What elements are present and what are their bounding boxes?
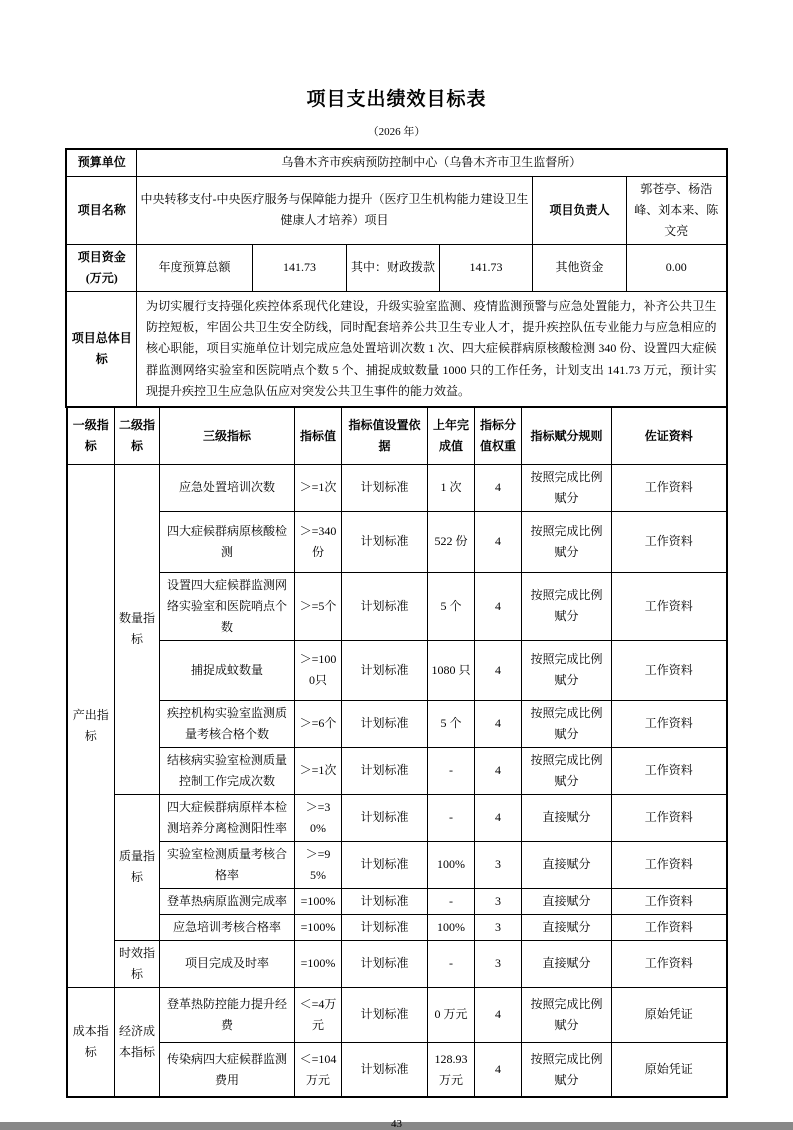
indicator-row xyxy=(67,987,727,1042)
other-funds-label: 其他资金 xyxy=(532,244,626,291)
indicator-row xyxy=(67,1042,727,1097)
indicator-name-cell: 应急处置培训次数 xyxy=(160,464,295,511)
basis-cell: 计划标准 xyxy=(342,794,428,841)
annual-budget-value: 141.73 xyxy=(252,244,346,291)
rule-cell: 直接赋分 xyxy=(522,940,612,987)
budget-unit-value: 乌鲁木齐市疾病预防控制中心（乌鲁木齐市卫生监督所） xyxy=(136,149,726,176)
weight-cell: 4 xyxy=(475,700,522,747)
target-value-cell: ＜=104万元 xyxy=(295,1042,342,1097)
weight-cell: 3 xyxy=(475,841,522,888)
target-value-cell: ＞=5个 xyxy=(295,572,342,640)
level2-cell: 数量指标 xyxy=(115,464,160,794)
target-value-cell: =100% xyxy=(295,940,342,987)
indicator-row xyxy=(67,940,727,987)
basis-cell: 计划标准 xyxy=(342,464,428,511)
weight-cell: 4 xyxy=(475,640,522,700)
indicator-name-cell: 疾控机构实验室监测质量考核合格个数 xyxy=(160,700,295,747)
level1-cell: 成本指标 xyxy=(67,987,115,1097)
rule-cell: 按照完成比例赋分 xyxy=(522,987,612,1042)
basis-cell: 计划标准 xyxy=(342,914,428,940)
indicator-name-cell: 应急培训考核合格率 xyxy=(160,914,295,940)
level2-cell: 经济成本指标 xyxy=(115,987,160,1097)
page-title: 项目支出绩效目标表 xyxy=(306,89,487,110)
page-subtitle: （2026 年） xyxy=(367,126,426,138)
evidence-cell: 工作资料 xyxy=(612,914,727,940)
indicator-row xyxy=(67,700,727,747)
project-name-label: 项目名称 xyxy=(66,176,136,244)
basis-cell: 计划标准 xyxy=(342,841,428,888)
rule-cell: 按照完成比例赋分 xyxy=(522,464,612,511)
budget-unit-row xyxy=(66,149,726,176)
level2-cell: 时效指标 xyxy=(115,940,160,987)
weight-cell: 4 xyxy=(475,464,522,511)
evidence-cell: 工作资料 xyxy=(612,464,727,511)
indicator-row xyxy=(67,841,727,888)
col-header-target: 指标值 xyxy=(295,407,342,464)
weight-cell: 3 xyxy=(475,888,522,914)
page-number: 43 xyxy=(391,1118,402,1130)
weight-cell: 4 xyxy=(475,572,522,640)
indicator-name-cell: 结核病实验室检测质量控制工作完成次数 xyxy=(160,747,295,794)
rule-cell: 直接赋分 xyxy=(522,794,612,841)
target-value-cell: ＞=1次 xyxy=(295,464,342,511)
rule-cell: 直接赋分 xyxy=(522,888,612,914)
last-year-cell: 5 个 xyxy=(428,572,475,640)
evidence-cell: 工作资料 xyxy=(612,511,727,572)
indicator-row xyxy=(67,914,727,940)
target-value-cell: ＞=95% xyxy=(295,841,342,888)
basis-cell: 计划标准 xyxy=(342,640,428,700)
indicator-name-cell: 设置四大症候群监测网络实验室和医院哨点个数 xyxy=(160,572,295,640)
weight-cell: 4 xyxy=(475,747,522,794)
annual-budget-label: 年度预算总额 xyxy=(136,244,252,291)
project-funds-row xyxy=(66,244,726,291)
fiscal-allocation-label: 其中：财政拨款 xyxy=(346,244,439,291)
evidence-cell: 原始凭证 xyxy=(612,1042,727,1097)
weight-cell: 4 xyxy=(475,1042,522,1097)
last-year-cell: - xyxy=(428,747,475,794)
last-year-cell: 5 个 xyxy=(428,700,475,747)
target-value-cell: =100% xyxy=(295,914,342,940)
indicator-table xyxy=(66,406,728,1098)
indicator-name-cell: 四大症候群病原核酸检测 xyxy=(160,511,295,572)
level1-cell: 产出指标 xyxy=(67,464,115,987)
basis-cell: 计划标准 xyxy=(342,888,428,914)
basis-cell: 计划标准 xyxy=(342,940,428,987)
last-year-cell: 100% xyxy=(428,914,475,940)
col-header-basis: 指标值设置依据 xyxy=(342,407,428,464)
indicator-row xyxy=(67,511,727,572)
target-value-cell: ＞=340份 xyxy=(295,511,342,572)
rule-cell: 按照完成比例赋分 xyxy=(522,700,612,747)
target-value-cell: ＞=1000只 xyxy=(295,640,342,700)
last-year-cell: 100% xyxy=(428,841,475,888)
rule-cell: 按照完成比例赋分 xyxy=(522,747,612,794)
basis-cell: 计划标准 xyxy=(342,1042,428,1097)
budget-unit-label: 预算单位 xyxy=(66,149,136,176)
evidence-cell: 工作资料 xyxy=(612,747,727,794)
target-value-cell: ＜=4万元 xyxy=(295,987,342,1042)
col-header-evidence: 佐证资料 xyxy=(612,407,727,464)
evidence-cell: 工作资料 xyxy=(612,940,727,987)
evidence-cell: 工作资料 xyxy=(612,794,727,841)
evidence-cell: 工作资料 xyxy=(612,841,727,888)
last-year-cell: 128.93 万元 xyxy=(428,1042,475,1097)
rule-cell: 按照完成比例赋分 xyxy=(522,572,612,640)
evidence-cell: 原始凭证 xyxy=(612,987,727,1042)
other-funds-value: 0.00 xyxy=(626,244,726,291)
last-year-cell: 1 次 xyxy=(428,464,475,511)
overall-goal-text: 为切实履行支持强化疾控体系现代化建设，升级实验室监测、疫情监测预警与应急处置能力，补齐公共卫生防控短板，牢固公共卫生安全防线，同时配套培养公共卫生专业人才，提升疾控队伍专业能力与应急相应的核心职能，项目实施单位计划完成应急处置培训次数 1 次、四大症候群病原核酸检测 340 份、设置四大症候群监测网络实验室和医院哨点个数 5 个、捕捉成蚊数量 1000 只的工作任务，计划支出 141.73 万元，预计实现提升疾控卫生应急队伍应对突发公共卫生事件的能力效益。 xyxy=(136,291,726,407)
col-header-level3: 三级指标 xyxy=(160,407,295,464)
evidence-cell: 工作资料 xyxy=(612,572,727,640)
basis-cell: 计划标准 xyxy=(342,700,428,747)
overall-goal-row xyxy=(66,291,726,407)
overall-goal-label: 项目总体目标 xyxy=(66,291,136,407)
project-info-table xyxy=(65,148,727,408)
weight-cell: 3 xyxy=(475,940,522,987)
basis-cell: 计划标准 xyxy=(342,987,428,1042)
fiscal-allocation-value: 141.73 xyxy=(439,244,532,291)
last-year-cell: - xyxy=(428,940,475,987)
indicator-row xyxy=(67,572,727,640)
project-name-value: 中央转移支付-中央医疗服务与保障能力提升（医疗卫生机构能力建设卫生健康人才培养）项目 xyxy=(136,176,532,244)
project-name-row xyxy=(66,176,726,244)
indicator-name-cell: 项目完成及时率 xyxy=(160,940,295,987)
last-year-cell: 522 份 xyxy=(428,511,475,572)
indicator-row xyxy=(67,464,727,511)
indicator-name-cell: 登革热防控能力提升经费 xyxy=(160,987,295,1042)
indicator-name-cell: 实验室检测质量考核合格率 xyxy=(160,841,295,888)
indicator-name-cell: 传染病四大症候群监测费用 xyxy=(160,1042,295,1097)
rule-cell: 按照完成比例赋分 xyxy=(522,640,612,700)
indicator-name-cell: 捕捉成蚊数量 xyxy=(160,640,295,700)
target-value-cell: ＞=6个 xyxy=(295,700,342,747)
rule-cell: 直接赋分 xyxy=(522,914,612,940)
indicator-row xyxy=(67,888,727,914)
weight-cell: 4 xyxy=(475,794,522,841)
col-header-level2: 二级指标 xyxy=(115,407,160,464)
col-header-last-year: 上年完成值 xyxy=(428,407,475,464)
target-value-cell: ＞=30% xyxy=(295,794,342,841)
indicator-name-cell: 四大症候群病原样本检测培养分离检测阳性率 xyxy=(160,794,295,841)
last-year-cell: - xyxy=(428,794,475,841)
basis-cell: 计划标准 xyxy=(342,572,428,640)
weight-cell: 4 xyxy=(475,511,522,572)
target-value-cell: =100% xyxy=(295,888,342,914)
target-value-cell: ＞=1次 xyxy=(295,747,342,794)
basis-cell: 计划标准 xyxy=(342,747,428,794)
rule-cell: 直接赋分 xyxy=(522,841,612,888)
project-leader-label: 项目负责人 xyxy=(532,176,626,244)
indicator-row xyxy=(67,640,727,700)
weight-cell: 4 xyxy=(475,987,522,1042)
weight-cell: 3 xyxy=(475,914,522,940)
indicator-row xyxy=(67,794,727,841)
basis-cell: 计划标准 xyxy=(342,511,428,572)
level2-cell: 质量指标 xyxy=(115,794,160,940)
indicator-row xyxy=(67,747,727,794)
funds-label: 项目资金(万元) xyxy=(66,244,136,291)
indicator-header-row xyxy=(67,407,727,464)
evidence-cell: 工作资料 xyxy=(612,888,727,914)
evidence-cell: 工作资料 xyxy=(612,640,727,700)
evidence-cell: 工作资料 xyxy=(612,700,727,747)
last-year-cell: 0 万元 xyxy=(428,987,475,1042)
project-leader-value: 郭苍亭、杨浩峰、刘本来、陈文亮 xyxy=(626,176,726,244)
rule-cell: 按照完成比例赋分 xyxy=(522,1042,612,1097)
col-header-weight: 指标分值权重 xyxy=(475,407,522,464)
rule-cell: 按照完成比例赋分 xyxy=(522,511,612,572)
last-year-cell: - xyxy=(428,888,475,914)
indicator-name-cell: 登革热病原监测完成率 xyxy=(160,888,295,914)
last-year-cell: 1080 只 xyxy=(428,640,475,700)
col-header-level1: 一级指标 xyxy=(67,407,115,464)
col-header-rule: 指标赋分规则 xyxy=(522,407,612,464)
